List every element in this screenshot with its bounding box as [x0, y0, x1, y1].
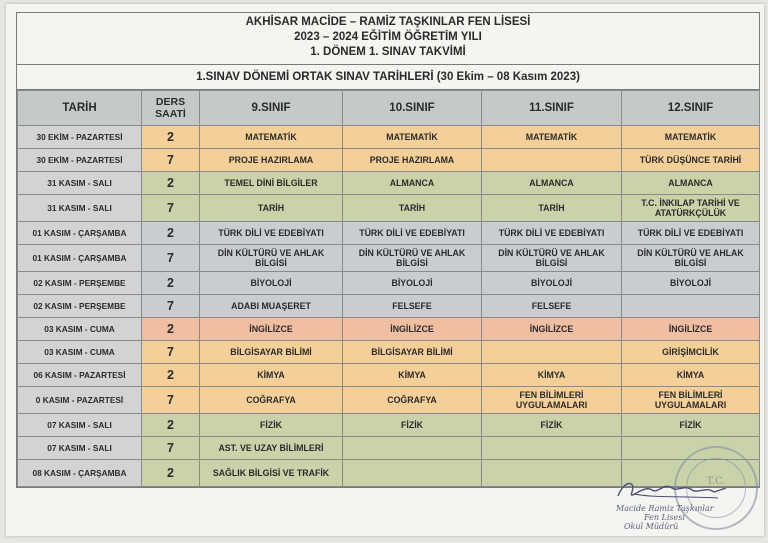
col-header-grade-9: 9.SINIF — [200, 91, 343, 126]
grade-9-exam-cell: FİZİK — [200, 414, 343, 437]
signature-line-3: Okul Müdürü — [624, 522, 679, 531]
grade-11-exam-cell: DİN KÜLTÜRÜ VE AHLAK BİLGİSİ — [482, 245, 622, 272]
grade-12-exam-cell: BİYOLOJİ — [622, 272, 760, 295]
date-cell: 30 EKİM - PAZARTESİ — [18, 126, 142, 149]
grade-9-exam-cell: SAĞLIK BİLGİSİ VE TRAFİK — [200, 460, 343, 487]
grade-9-exam-cell: TÜRK DİLİ VE EDEBİYATI — [200, 222, 343, 245]
grade-10-exam-cell: FİZİK — [343, 414, 482, 437]
schedule-body — [18, 126, 760, 487]
grade-10-exam-cell: PROJE HAZIRLAMA — [343, 149, 482, 172]
table-row — [18, 295, 760, 318]
signature-line-2: Fen Lisesi — [644, 513, 685, 522]
hours-cell: 2 — [142, 460, 200, 487]
col-header-hours: DERS SAATİ — [142, 91, 200, 126]
grade-10-exam-cell: DİN KÜLTÜRÜ VE AHLAK BİLGİSİ — [343, 245, 482, 272]
grade-10-exam-cell: COĞRAFYA — [343, 387, 482, 414]
grade-10-exam-cell: İNGİLİZCE — [343, 318, 482, 341]
hours-cell: 2 — [142, 172, 200, 195]
grade-10-exam-cell: BİYOLOJİ — [343, 272, 482, 295]
grade-10-exam-cell: FELSEFE — [343, 295, 482, 318]
date-cell: 02 KASIM - PERŞEMBE — [18, 295, 142, 318]
signature-line-1: Macide Ramiz Taşkınlar — [616, 504, 714, 513]
table-row — [18, 414, 760, 437]
date-cell: 02 KASIM - PERŞEMBE — [18, 272, 142, 295]
date-cell: 06 KASIM - PAZARTESİ — [18, 364, 142, 387]
col-header-grade-10: 10.SINIF — [343, 91, 482, 126]
grade-9-exam-cell: BİYOLOJİ — [200, 272, 343, 295]
grade-9-exam-cell: MATEMATİK — [200, 126, 343, 149]
date-cell: 07 KASIM - SALI — [18, 437, 142, 460]
date-cell: 31 KASIM - SALI — [18, 172, 142, 195]
grade-9-exam-cell: TARİH — [200, 195, 343, 222]
date-cell: 03 KASIM - CUMA — [18, 341, 142, 364]
grade-12-exam-cell: KİMYA — [622, 364, 760, 387]
hours-cell: 2 — [142, 272, 200, 295]
grade-11-exam-cell: MATEMATİK — [482, 126, 622, 149]
grade-11-exam-cell: ALMANCA — [482, 172, 622, 195]
grade-11-exam-cell — [482, 460, 622, 487]
grade-10-exam-cell: KİMYA — [343, 364, 482, 387]
grade-11-exam-cell — [482, 341, 622, 364]
table-row — [18, 126, 760, 149]
grade-11-exam-cell: FİZİK — [482, 414, 622, 437]
grade-9-exam-cell: BİLGİSAYAR BİLİMİ — [200, 341, 343, 364]
hours-cell: 2 — [142, 318, 200, 341]
grade-11-exam-cell: FEN BİLİMLERİ UYGULAMALARI — [482, 387, 622, 414]
signature-block — [616, 504, 746, 531]
hours-cell: 7 — [142, 387, 200, 414]
hours-cell: 7 — [142, 341, 200, 364]
col-header-date: TARİH — [18, 91, 142, 126]
table-row — [18, 341, 760, 364]
col-header-grade-12: 12.SINIF — [622, 91, 760, 126]
grade-9-exam-cell: PROJE HAZIRLAMA — [200, 149, 343, 172]
grade-11-exam-cell: TARİH — [482, 195, 622, 222]
grade-9-exam-cell: DİN KÜLTÜRÜ VE AHLAK BİLGİSİ — [200, 245, 343, 272]
grade-11-exam-cell: KİMYA — [482, 364, 622, 387]
schedule-subtitle: 1.SINAV DÖNEMİ ORTAK SINAV TARİHLERİ (30 Ekim – 08 Kasım 2023) — [17, 65, 759, 90]
table-row — [18, 318, 760, 341]
grade-9-exam-cell: İNGİLİZCE — [200, 318, 343, 341]
grade-10-exam-cell: MATEMATİK — [343, 126, 482, 149]
schedule-table — [17, 90, 760, 487]
grade-12-exam-cell: GİRİŞİMCİLİK — [622, 341, 760, 364]
document-header — [17, 13, 759, 65]
academic-year: 2023 – 2024 EĞİTİM ÖĞRETİM YILI — [294, 31, 482, 43]
grade-11-exam-cell: İNGİLİZCE — [482, 318, 622, 341]
table-row — [18, 437, 760, 460]
table-header-row — [18, 91, 760, 126]
grade-12-exam-cell: FEN BİLİMLERİ UYGULAMALARI — [622, 387, 760, 414]
table-row — [18, 222, 760, 245]
grade-10-exam-cell: TARİH — [343, 195, 482, 222]
hours-cell: 2 — [142, 222, 200, 245]
table-row — [18, 195, 760, 222]
stamp-text: T.C. — [706, 476, 726, 487]
grade-12-exam-cell: T.C. İNKILAP TARİHİ VE ATATÜRKÇÜLÜK — [622, 195, 760, 222]
grade-10-exam-cell: BİLGİSAYAR BİLİMİ — [343, 341, 482, 364]
date-cell: 07 KASIM - SALI — [18, 414, 142, 437]
col-header-grade-11: 11.SINIF — [482, 91, 622, 126]
grade-11-exam-cell: BİYOLOJİ — [482, 272, 622, 295]
grade-10-exam-cell — [343, 460, 482, 487]
hours-cell: 7 — [142, 437, 200, 460]
grade-10-exam-cell — [343, 437, 482, 460]
date-cell: 31 KASIM - SALI — [18, 195, 142, 222]
table-row — [18, 149, 760, 172]
table-row — [18, 364, 760, 387]
hours-cell: 7 — [142, 295, 200, 318]
school-name: AKHİSAR MACİDE – RAMİZ TAŞKINLAR FEN LİSESİ — [245, 16, 531, 28]
grade-11-exam-cell — [482, 437, 622, 460]
grade-12-exam-cell: İNGİLİZCE — [622, 318, 760, 341]
grade-12-exam-cell — [622, 295, 760, 318]
hours-cell: 7 — [142, 149, 200, 172]
exam-schedule-document — [16, 12, 760, 488]
grade-9-exam-cell: AST. VE UZAY BİLİMLERİ — [200, 437, 343, 460]
grade-9-exam-cell: ADABI MUAŞERET — [200, 295, 343, 318]
grade-12-exam-cell: FİZİK — [622, 414, 760, 437]
grade-11-exam-cell: FELSEFE — [482, 295, 622, 318]
grade-9-exam-cell: COĞRAFYA — [200, 387, 343, 414]
hours-cell: 7 — [142, 195, 200, 222]
date-cell: 30 EKİM - PAZARTESİ — [18, 149, 142, 172]
date-cell: 0 KASIM - PAZARTESİ — [18, 387, 142, 414]
table-row — [18, 272, 760, 295]
table-row — [18, 245, 760, 272]
grade-9-exam-cell: TEMEL DİNİ BİLGİLER — [200, 172, 343, 195]
hours-cell: 2 — [142, 414, 200, 437]
hours-cell: 2 — [142, 126, 200, 149]
document-sheet — [6, 4, 764, 536]
hours-cell: 7 — [142, 245, 200, 272]
grade-12-exam-cell: TÜRK DİLİ VE EDEBİYATI — [622, 222, 760, 245]
grade-12-exam-cell: TÜRK DÜŞÜNCE TARİHİ — [622, 149, 760, 172]
grade-10-exam-cell: ALMANCA — [343, 172, 482, 195]
grade-12-exam-cell: ALMANCA — [622, 172, 760, 195]
date-cell: 08 KASIM - ÇARŞAMBA — [18, 460, 142, 487]
table-row — [18, 387, 760, 414]
handwritten-signature — [614, 474, 734, 504]
term-title: 1. DÖNEM 1. SINAV TAKVİMİ — [310, 46, 466, 58]
hours-cell: 2 — [142, 364, 200, 387]
date-cell: 01 KASIM - ÇARŞAMBA — [18, 222, 142, 245]
grade-10-exam-cell: TÜRK DİLİ VE EDEBİYATI — [343, 222, 482, 245]
date-cell: 01 KASIM - ÇARŞAMBA — [18, 245, 142, 272]
grade-11-exam-cell: TÜRK DİLİ VE EDEBİYATI — [482, 222, 622, 245]
grade-9-exam-cell: KİMYA — [200, 364, 343, 387]
grade-12-exam-cell: MATEMATİK — [622, 126, 760, 149]
table-row — [18, 172, 760, 195]
grade-11-exam-cell — [482, 149, 622, 172]
date-cell: 03 KASIM - CUMA — [18, 318, 142, 341]
grade-12-exam-cell: DİN KÜLTÜRÜ VE AHLAK BİLGİSİ — [622, 245, 760, 272]
